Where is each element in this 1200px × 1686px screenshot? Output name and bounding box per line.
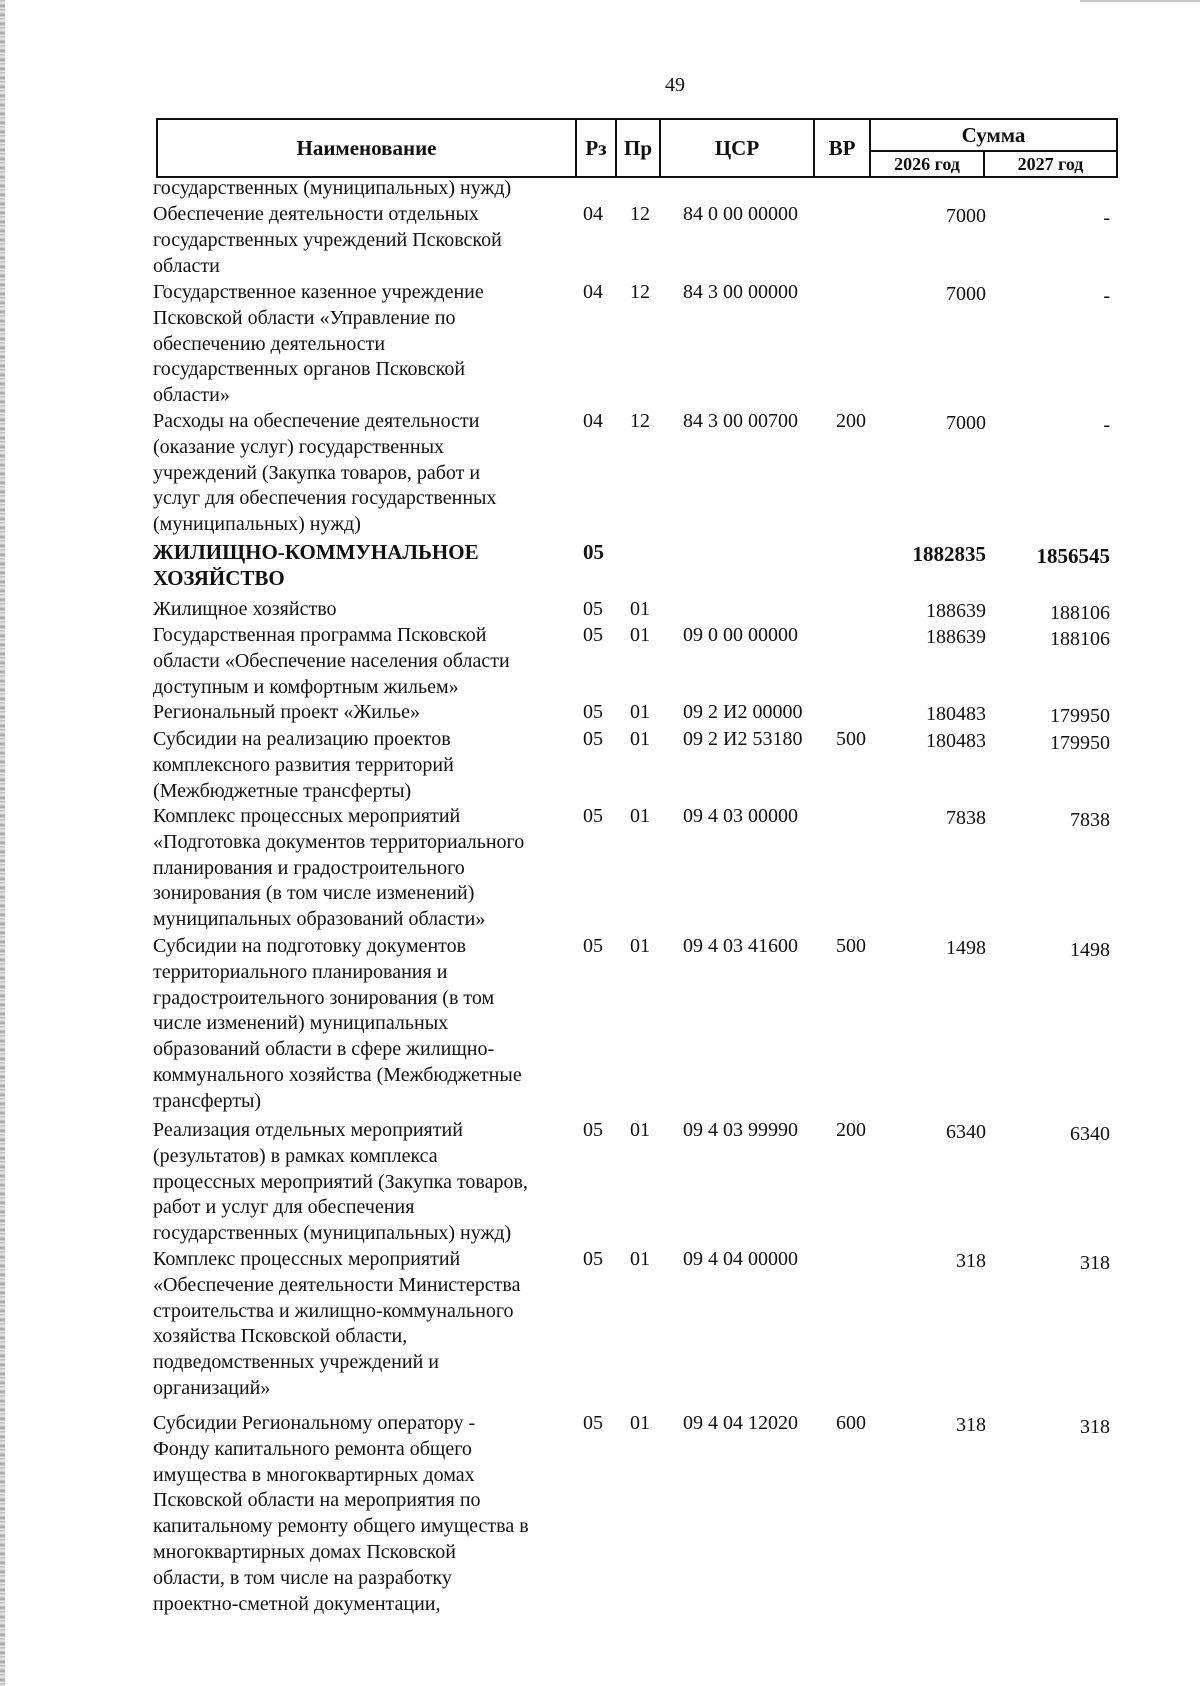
row-sum-2027: 318 — [1080, 1416, 1110, 1438]
row-name-line: области — [153, 254, 220, 277]
row-name-line: многоквартирных домах Псковской — [153, 1540, 456, 1563]
row-name — [153, 1247, 573, 1402]
row-sum-2026: 1882835 — [912, 542, 986, 566]
row-rz: 04 — [583, 203, 603, 225]
row-pr: 01 — [630, 701, 650, 723]
row-sum-2026: 318 — [956, 1250, 986, 1272]
row-csr: 09 4 03 99990 — [683, 1119, 798, 1141]
row-name-line: процессных мероприятий (Закупка товаров, — [153, 1170, 528, 1193]
row-pr: 01 — [630, 935, 650, 957]
row-name-line: учреждений (Закупка товаров, работ и — [153, 461, 481, 484]
row-name-line: Обеспечение деятельности отдельных — [153, 203, 479, 225]
row-name-line: Псковской области «Управление по — [153, 306, 456, 329]
row-sum-2027: 1498 — [1070, 939, 1110, 961]
row-name-line: градостроительного зонирования (в том — [153, 986, 495, 1009]
header-pr: Пр — [615, 118, 661, 178]
row-name-line: трансферты) — [153, 1089, 262, 1112]
row-vr: 500 — [836, 935, 866, 957]
header-csr: ЦСР — [659, 118, 815, 178]
row-rz: 04 — [583, 410, 603, 432]
row-pr: 01 — [630, 728, 650, 750]
row-csr: 84 3 00 00000 — [683, 281, 798, 303]
header-year-2026: 2026 год — [869, 150, 985, 178]
row-name — [153, 176, 573, 202]
row-name — [153, 1411, 573, 1617]
row-name-line: организаций» — [153, 1376, 271, 1399]
row-rz: 05 — [583, 1412, 603, 1434]
row-name-line: области» — [153, 384, 230, 407]
row-csr: 09 2 И2 53180 — [683, 728, 803, 750]
row-name-line: (муниципальных) нужд) — [153, 513, 361, 536]
row-pr: 01 — [630, 1248, 650, 1270]
row-vr: 200 — [836, 410, 866, 432]
row-name-line: планирования и градостроительного — [153, 856, 465, 879]
row-name-line: числе изменений) муниципальных — [153, 1012, 449, 1035]
row-name-line: «Подготовка документов территориального — [153, 830, 525, 853]
row-name-line: территориального планирования и — [153, 960, 448, 983]
row-name — [153, 934, 573, 1115]
row-name-line: коммунального хозяйства (Межбюджетные — [153, 1063, 522, 1086]
row-name-line: обеспечению деятельности — [153, 332, 386, 355]
row-pr: 12 — [630, 281, 650, 303]
row-sum-2026: 6340 — [946, 1121, 986, 1143]
header-vr: ВР — [813, 118, 871, 178]
row-name-line: области «Обеспечение населения области — [153, 649, 510, 672]
row-name — [153, 727, 573, 804]
row-sum-2026: 7000 — [946, 205, 986, 227]
row-csr: 09 4 04 12020 — [683, 1412, 798, 1434]
row-name-line: капитальному ремонту общего имущества в — [153, 1515, 529, 1538]
row-pr: 01 — [630, 1119, 650, 1141]
row-name-line: государственных (муниципальных) нужд) — [153, 1222, 512, 1245]
row-sum-2027: 1856545 — [1036, 544, 1110, 568]
row-name-line: Государственное казенное учреждение — [153, 281, 484, 303]
row-name-line: комплексного развития территорий — [153, 753, 454, 776]
row-name-line: работ и услуг для обеспечения — [153, 1196, 415, 1219]
row-name — [153, 700, 573, 726]
row-rz: 05 — [583, 598, 603, 620]
row-rz: 05 — [583, 728, 603, 750]
row-name-line: Субсидии Региональному оператору - — [153, 1412, 476, 1434]
row-pr: 01 — [630, 624, 650, 646]
row-name-line: государственных учреждений Псковской — [153, 228, 502, 251]
row-name-line: Региональный проект «Жилье» — [153, 701, 420, 723]
row-name-line: Комплекс процессных мероприятий — [153, 805, 461, 827]
row-csr: 09 0 00 00000 — [683, 624, 798, 646]
row-name-line: Расходы на обеспечение деятельности — [153, 410, 480, 432]
row-name-line: ХОЗЯЙСТВО — [153, 565, 285, 590]
row-pr: 01 — [630, 598, 650, 620]
row-sum-2027: 7838 — [1070, 809, 1110, 831]
row-name-line: доступным и комфортным жильем» — [153, 675, 459, 698]
row-name-line: государственных органов Псковской — [153, 358, 466, 381]
row-sum-2026: 188639 — [926, 600, 986, 622]
row-rz: 05 — [583, 935, 603, 957]
row-name-line: «Обеспечение деятельности Министерства — [153, 1273, 521, 1296]
row-csr: 09 4 03 00000 — [683, 805, 798, 827]
row-csr: 09 4 03 41600 — [683, 935, 798, 957]
row-name-line: (Межбюджетные трансферты) — [153, 779, 412, 802]
row-rz: 05 — [583, 805, 603, 827]
row-name-line: муниципальных образований области» — [153, 908, 486, 931]
row-sum-2026: 180483 — [926, 730, 986, 752]
row-csr: 09 4 04 00000 — [683, 1248, 798, 1270]
page-number: 49 — [665, 74, 685, 96]
row-sum-2027: - — [1103, 207, 1110, 229]
row-sum-2027: - — [1103, 414, 1110, 436]
row-vr: 500 — [836, 728, 866, 750]
row-name — [153, 804, 573, 933]
header-sum: Сумма — [869, 118, 1118, 152]
row-sum-2026: 7000 — [946, 412, 986, 434]
row-name-line: Субсидии на реализацию проектов — [153, 728, 451, 750]
row-sum-2027: 318 — [1080, 1252, 1110, 1274]
row-csr: 09 2 И2 00000 — [683, 701, 803, 723]
row-name-line: области, в том числе на разработку — [153, 1566, 452, 1589]
row-sum-2026: 318 — [956, 1414, 986, 1436]
row-name-line: Субсидии на подготовку документов — [153, 935, 467, 957]
row-sum-2027: 6340 — [1070, 1123, 1110, 1145]
row-sum-2026: 7000 — [946, 283, 986, 305]
row-name — [153, 280, 573, 409]
row-name-line: Фонду капитального ремонта общего — [153, 1437, 472, 1460]
row-pr: 01 — [630, 1412, 650, 1434]
row-sum-2027: 188106 — [1050, 602, 1110, 624]
row-name — [153, 597, 573, 623]
row-name-line: ЖИЛИЩНО-КОММУНАЛЬНОЕ — [153, 540, 479, 564]
row-pr: 01 — [630, 805, 650, 827]
row-vr: 600 — [836, 1412, 866, 1434]
row-rz: 05 — [583, 624, 603, 646]
row-name-line: строительства и жилищно-коммунального — [153, 1299, 514, 1322]
row-name — [153, 409, 573, 538]
row-name-line: проектно-сметной документации, — [153, 1592, 441, 1615]
row-rz: 05 — [583, 1119, 603, 1141]
row-pr: 12 — [630, 410, 650, 432]
row-name-line: Жилищное хозяйство — [153, 598, 337, 620]
row-sum-2026: 188639 — [926, 626, 986, 648]
row-sum-2027: 188106 — [1050, 628, 1110, 650]
row-name-line: Комплекс процессных мероприятий — [153, 1248, 461, 1270]
row-sum-2026: 7838 — [946, 807, 986, 829]
row-name-line: имущества в многоквартирных домах — [153, 1463, 475, 1486]
row-name-line: услуг для обеспечения государственных — [153, 487, 497, 510]
row-name-line: (оказание услуг) государственных — [153, 435, 445, 458]
row-name — [153, 1118, 573, 1247]
row-name-line: Псковской области на мероприятия по — [153, 1489, 481, 1512]
row-csr: 84 3 00 00700 — [683, 410, 798, 432]
row-sum-2027: - — [1103, 285, 1110, 307]
row-name-line: хозяйства Псковской области, — [153, 1325, 408, 1348]
row-rz: 05 — [583, 1248, 603, 1270]
row-name — [153, 623, 573, 700]
row-rz: 05 — [583, 540, 604, 564]
row-rz: 05 — [583, 701, 603, 723]
row-name-line: Реализация отдельных мероприятий — [153, 1119, 463, 1141]
row-name-line: (результатов) в рамках комплекса — [153, 1144, 438, 1167]
row-csr: 84 0 00 00000 — [683, 203, 798, 225]
row-sum-2026: 1498 — [946, 937, 986, 959]
row-name — [153, 540, 573, 592]
row-sum-2027: 179950 — [1050, 705, 1110, 727]
row-pr: 12 — [630, 203, 650, 225]
row-rz: 04 — [583, 281, 603, 303]
row-name-line: Государственная программа Псковской — [153, 624, 487, 646]
row-vr: 200 — [836, 1119, 866, 1141]
header-name: Наименование — [156, 118, 577, 178]
header-year-2027: 2027 год — [983, 150, 1118, 178]
row-name-line: государственных (муниципальных) нужд) — [153, 177, 512, 199]
row-name-line: подведомственных учреждений и — [153, 1351, 439, 1374]
row-sum-2026: 180483 — [926, 703, 986, 725]
row-sum-2027: 179950 — [1050, 732, 1110, 754]
header-rz: Рз — [575, 118, 617, 178]
row-name-line: зонирования (в том числе изменений) — [153, 882, 475, 905]
row-name — [153, 202, 573, 279]
row-name-line: образований области в сфере жилищно- — [153, 1038, 495, 1061]
